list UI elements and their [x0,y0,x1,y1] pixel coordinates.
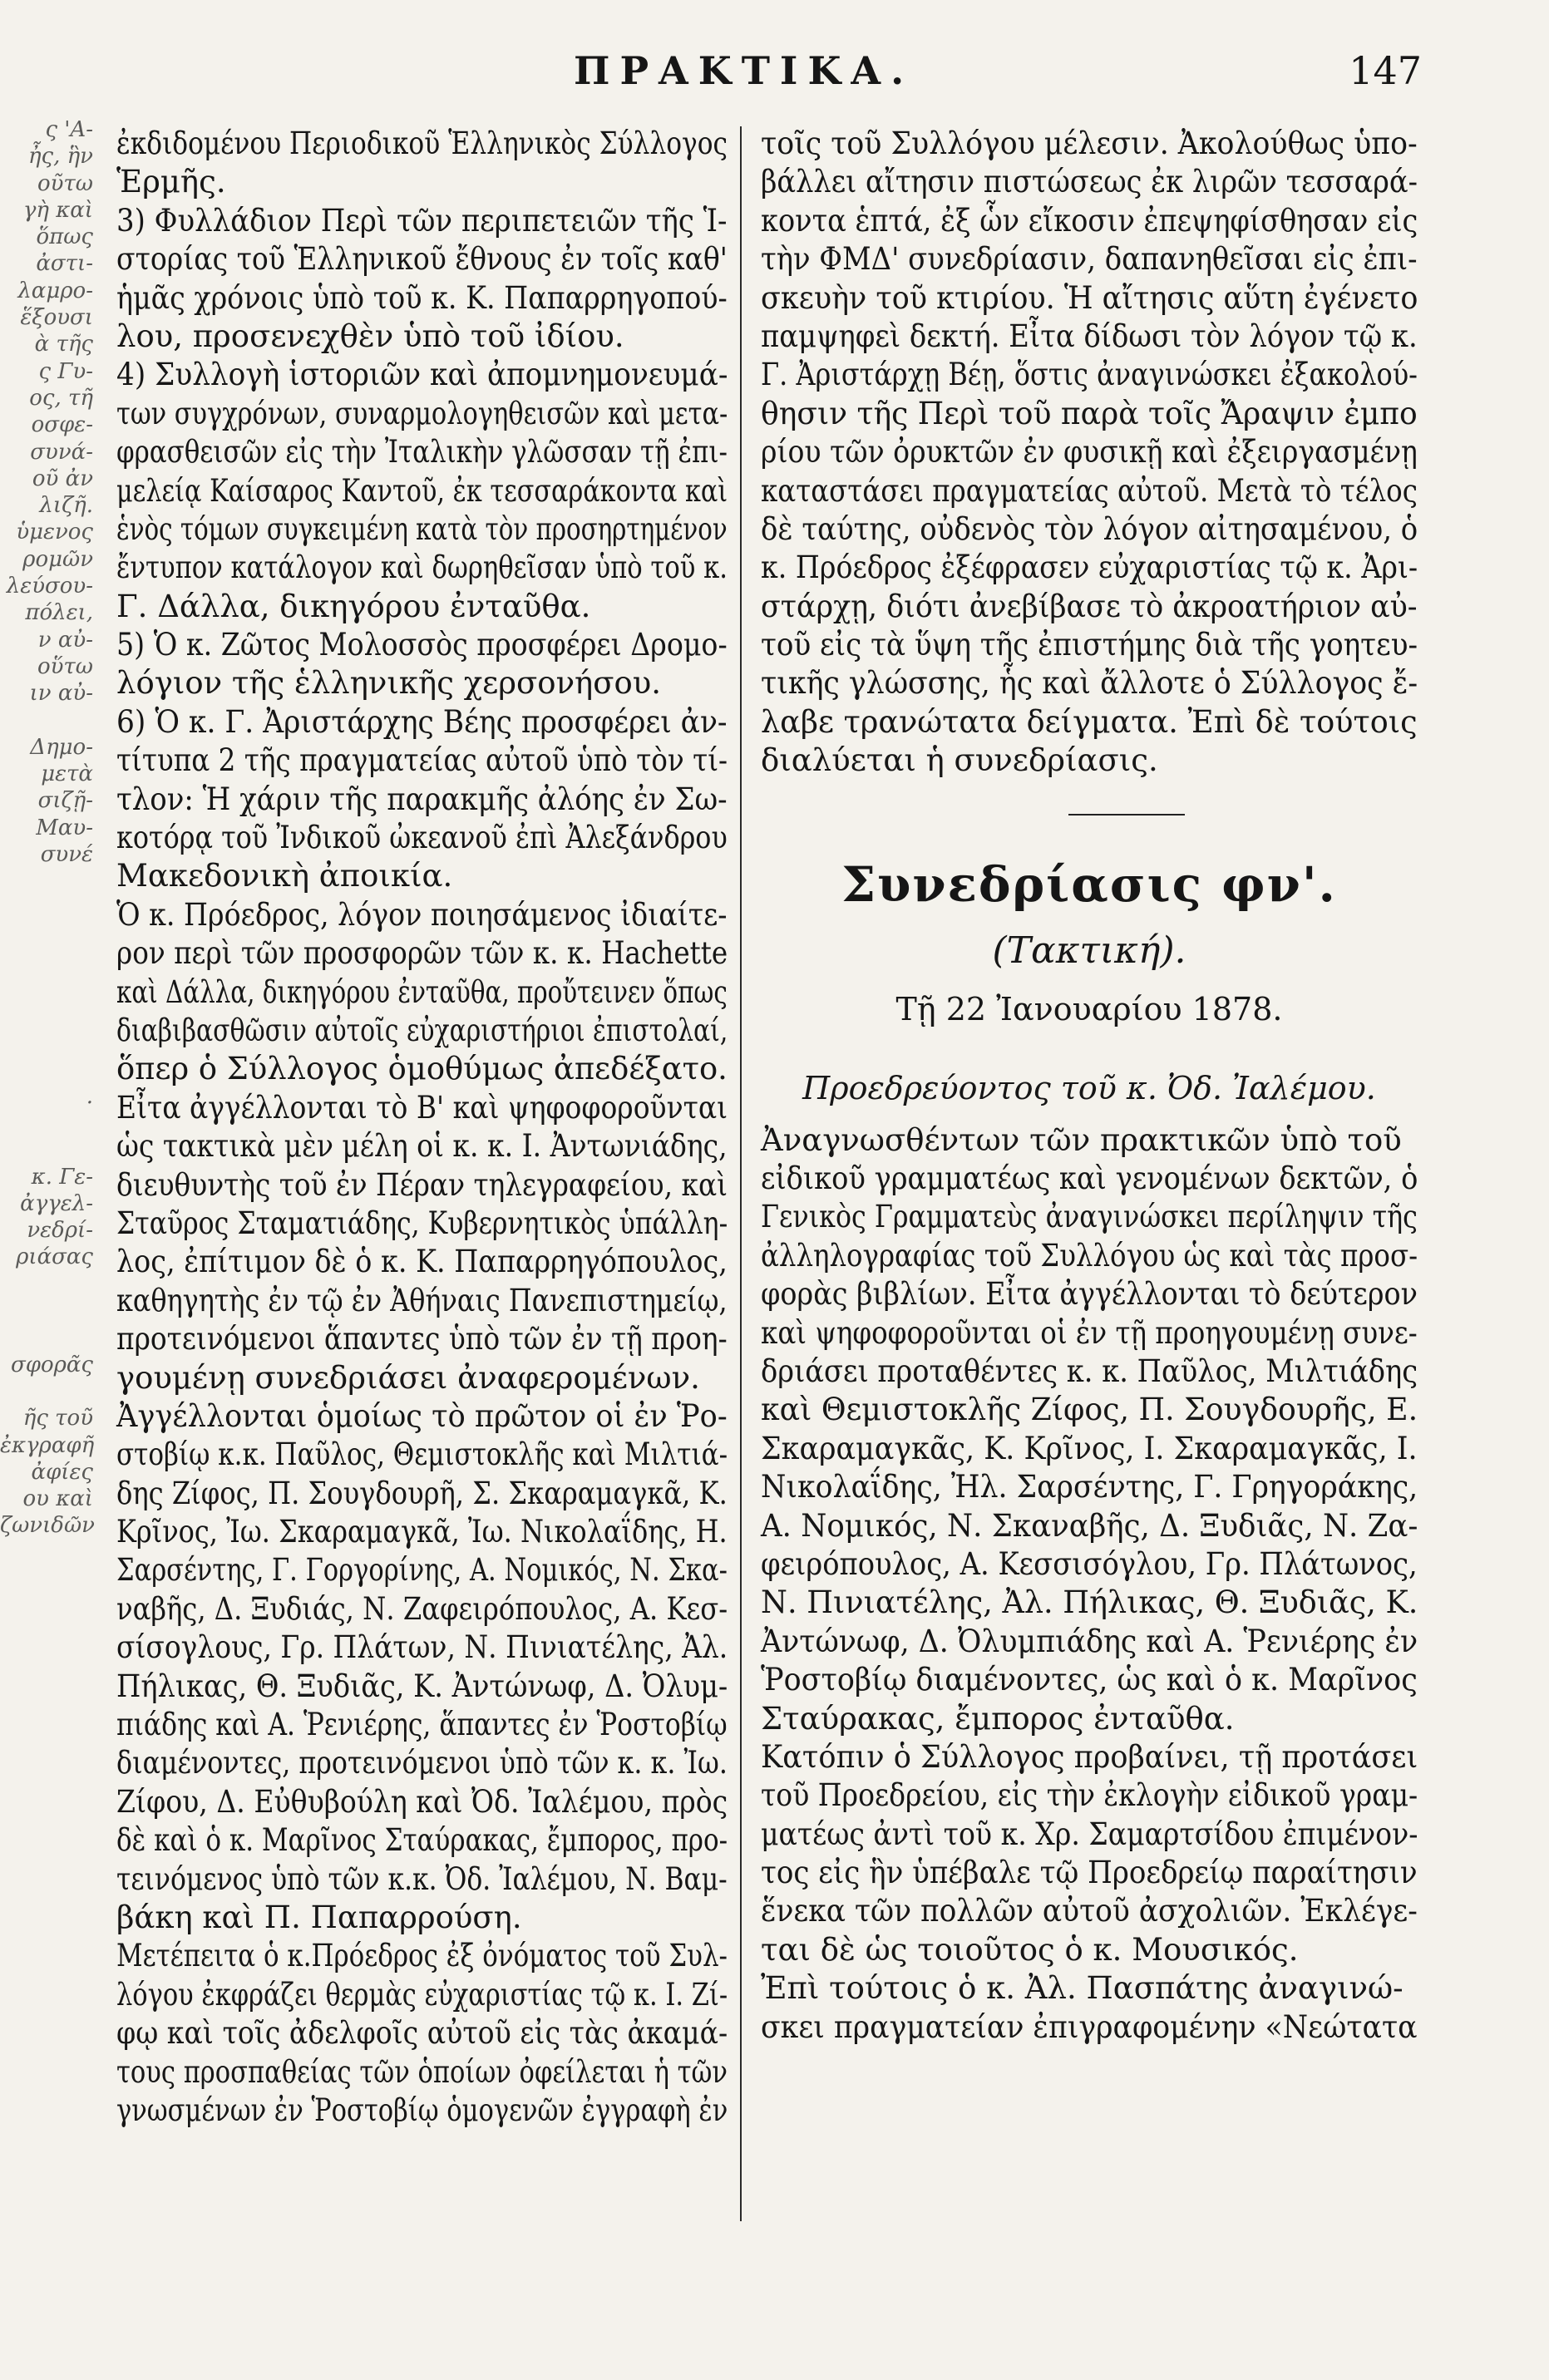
text-line: κ. Πρόεδρος ἐξέφρασεν εὐχαριστίας τῷ κ. Ἀρι- [761,549,1418,586]
text-line: σίσογλους, Γρ. Πλάτων, Ν. Πινιατέλης, Ἀλ. [116,1629,728,1666]
bleed-line [0,949,98,975]
text-line: Α. Νομικός, Ν. Σκαναβῆς, Δ. Ξυδιᾶς, Ν. Ζα- [761,1507,1418,1544]
bleed-line: ὰ τῆς [34,332,93,357]
text-line: κοντα ἑπτά, ἐξ ὧν εἴκοσιν ἐπεψηφίσθησαν εἰς [761,202,1418,239]
bleed-line: ος, τῆ [29,385,93,411]
text-line: Κρῖνος, Ἰω. Σκαραμαγκᾶ, Ἰω. Νικολαΐδης, Η. [116,1514,728,1550]
text-line: Πήλικας, Θ. Ξυδιᾶς, Κ. Ἀντώνωφ, Δ. Ὀλυμ- [116,1668,728,1704]
bleed-line: ν αὐ- [37,627,93,653]
session-heading: Συνεδρίασις φν'. [841,855,1337,913]
text-line: τεινόμενος ὑπὸ τῶν κ.κ. Ὀδ. Ἰαλέμου, Ν. Βαμ- [116,1860,728,1897]
bleed-line: συνέ [40,842,93,868]
text-line: δης Ζίφος, Π. Σουγδουρῆ, Σ. Σκαραμαγκᾶ, Κ. [116,1475,728,1511]
text-line: φορὰς βιβλίων. Εἶτα ἀγγέλλονται τὸ δεύτερον [761,1276,1418,1313]
text-line: ρίου τῶν ὀρυκτῶν ἐν φυσικῇ καὶ ἐξειργασμένῃ [761,434,1418,471]
right-column [761,125,1418,2047]
text-line: διαβιβασθῶσιν αὐτοῖς εὐχαριστήριοι ἐπιστολαί, [116,1012,728,1048]
bleed-line: ζωνιδῶν [0,1513,95,1539]
bleed-line: . [86,1083,93,1109]
bleed-line: Δημο- [30,734,93,760]
bleed-line [0,707,98,734]
bleed-line: ἀγγελ- [20,1190,93,1216]
text-line: 6) Ὁ κ. Γ. Ἀριστάρχης Βέης προσφέρει ἀν- [116,703,728,740]
text-line: λόγου ἐκφράζει θερμὰς εὐχαριστίας τῷ κ. Ι. Ζί- [116,1976,728,2013]
text-line: φρασθεισῶν εἰς τὴν Ἰταλικὴν γλῶσσαν τῇ ἐπι- [116,434,728,471]
text-line: Μετέπειτα ὁ κ.Πρόεδρος ἐξ ὀνόματος τοῦ Συλ- [116,1938,728,1974]
text-line: ρον περὶ τῶν προσφορῶν τῶν κ. κ. Hachette [116,935,728,972]
text-line: 4) Συλλογὴ ἱστοριῶν καὶ ἀπομνημονευμά- [116,357,728,393]
text-line: εἰδικοῦ γραμματέως καὶ γενομένων δεκτῶν, ὁ [761,1160,1418,1197]
text-line: Κατόπιν ὁ Σύλλογος προβαίνει, τῇ προτάσει [761,1738,1418,1775]
bleed-line [0,1056,98,1082]
text-line: Σταύρακας, ἔμπορος ἐνταῦθα. [761,1700,1235,1737]
bleed-line [0,1029,98,1056]
text-line: στάρχῃ, διότι ἀνεβίβασε τὸ ἀκροατήριον αὐ- [761,588,1418,624]
text-line: στορίας τοῦ Ἑλληνικοῦ ἔθνους ἐν τοῖς καθ' [116,241,728,278]
text-line: δὲ καὶ ὁ κ. Μαρῖνος Σταύρακας, ἔμπορος, προ- [116,1822,728,1859]
text-line: Ὁ κ. Πρόεδρος, λόγον ποιησάμενος ἰδιαίτε- [116,896,728,933]
text-line: ἕνεκα τῶν πολλῶν αὐτοῦ ἀσχολιῶν. Ἐκλέγε- [761,1893,1418,1929]
text-line: Ἀναγνωσθέντων τῶν πρακτικῶν ὑπὸ τοῦ [761,1121,1402,1158]
bleed-line [0,1136,98,1163]
text-line: καὶ ψηφοφοροῦνται οἱ ἐν τῇ προηγουμένῃ συνε- [761,1314,1418,1351]
text-line: τος εἰς ἣν ὑπέβαλε τῷ Προεδρείῳ παραίτησιν [761,1855,1418,1891]
text-line: ματέως ἀντὶ τοῦ κ. Χρ. Σαμαρτσίδου ἐπιμένον- [761,1816,1418,1852]
bleed-line: ὅπως [36,224,93,250]
bleed-line: ὑμενος [16,520,93,545]
bleed-line [0,1324,98,1351]
text-line: λόγιον τῆς ἑλληνικῆς χερσονήσου. [116,665,662,702]
column-rule [740,126,742,2221]
bleed-line: γὴ καὶ [22,197,93,223]
text-line: Σκαραμαγκᾶς, Κ. Κρῖνος, Ι. Σκαραμαγκᾶς, Ι. [761,1430,1418,1466]
bleed-line [0,868,98,894]
text-line: βάλλει αἴτησιν πιστώσεως ἐκ λιρῶν τεσσαρά- [761,164,1418,200]
page-number: 147 [1349,48,1422,93]
text-line: Γενικὸς Γραμματεὺς ἀναγινώσκει περίληψιν τῆς [761,1199,1418,1235]
text-line: Ἐπὶ τούτοις ὁ κ. Ἀλ. Πασπάτης ἀναγινώ- [761,1970,1403,2007]
text-line: ἀλληλογραφίας τοῦ Συλλόγου ὡς καὶ τὰς προσ- [761,1237,1418,1274]
session-type: (Τακτική). [992,929,1186,972]
session-date: Τῇ 22 Ἰανουαρίου 1878. [895,990,1283,1027]
bleed-line: ιν αὐ- [29,681,93,707]
bleed-line [0,1110,98,1136]
text-line: βάκη καὶ Π. Παπαρρούση. [116,1899,522,1935]
bleed-line [0,976,98,1003]
text-line: καὶ Θεμιστοκλῆς Ζίφος, Π. Σουγδουρῆς, Ε. [761,1392,1418,1428]
bleed-line: σφορᾶς [10,1352,93,1377]
text-line: ἑνὸς τόμων συγκειμένη κατὰ τὸν προσηρτημένον [116,510,728,547]
text-line: τικῆς γλώσσης, ἧς καὶ ἄλλοτε ὁ Σύλλογος ἔ- [761,665,1418,702]
bleed-line [0,1378,98,1405]
right-column-top-text [761,125,1418,781]
bleed-line: λεύσου- [6,574,93,599]
text-line: ἡμᾶς χρόνοις ὑπὸ τοῦ κ. Κ. Παπαρρηγοπού- [116,279,728,316]
facing-page-bleed [0,116,98,2228]
text-line: λου, προσενεχθὲν ὑπὸ τοῦ ἰδίου. [116,318,624,354]
text-line: σκει πραγματείαν ἐπιγραφομένην «Νεώτατα [761,2008,1418,2045]
text-line: ναβῆς, Δ. Ξυδιάς, Ν. Ζαφειρόπουλος, Α. Κεσ- [116,1590,728,1627]
bleed-line: λαμρο- [17,278,93,303]
text-line: Σταῦρος Σταματιάδης, Κυβερνητικὸς ὑπάλλη- [116,1205,728,1241]
text-line: Γ. Ἀριστάρχῃ Βέῃ, ὅστις ἀναγινώσκει ἐξακολού- [761,357,1418,393]
text-line: δριάσει προταθέντες κ. κ. Παῦλος, Μιλτιάδης [761,1353,1418,1389]
text-line: ται δὲ ὡς τοιοῦτος ὁ κ. Μουσικός. [761,1931,1299,1968]
bleed-line [0,1271,98,1298]
page-header [108,43,1422,101]
bleed-line: ς 'Α- [45,117,93,142]
text-line: γνωσμένων ἐν Ῥοστοβίῳ ὁμογενῶν ἐγγραφὴ ἐν [116,2092,728,2128]
bleed-line: οῦ ἀν [32,466,93,491]
bleed-line: πόλει, [25,600,93,626]
text-line: μελείᾳ Καίσαρος Καντοῦ, ἐκ τεσσαράκοντα καὶ [116,472,728,509]
text-line: τίτυπα 2 τῆς πραγματείας αὐτοῦ ὑπὸ τὸν τί- [116,742,728,779]
text-line: Ζίφου, Δ. Εὐθυβούλη καὶ Ὀδ. Ἰαλέμου, πρὸς [116,1783,728,1820]
text-line: καθηγητὴς ἐν τῷ ἐν Ἀθήναις Πανεπιστημείῳ, [116,1282,728,1318]
text-line: διαμένοντες, προτεινόμενοι ὑπὸ τῶν κ. κ. Ἰω. [116,1745,728,1781]
text-line: Εἶτα ἀγγέλλονται τὸ Β' καὶ ψηφοφοροῦνται [116,1089,728,1126]
text-line: λος, ἐπίτιμον δὲ ὁ κ. Κ. Παπαρρηγόπουλος, [116,1244,728,1280]
running-title: ΠΡΑΚΤΙΚΑ. [574,48,915,93]
section-divider-block [761,781,1418,847]
text-line: φῳ καὶ τοῖς ἀδελφοῖς αὐτοῦ εἰς τὰς ἀκαμά- [116,2015,728,2052]
bleed-line: οὕτω [37,653,93,679]
bleed-line: ἀστι- [36,251,93,277]
bleed-line: ἐκγραφῆ [0,1432,95,1458]
text-line: Νικολαΐδης, Ἠλ. Σαρσέντης, Γ. Γρηγοράκης, [761,1469,1418,1505]
bleed-line [0,922,98,949]
bleed-line: ου καὶ [22,1486,93,1512]
bleed-line: οσφε- [31,412,93,438]
bleed-line: ριάσας [16,1244,93,1270]
text-line: Μακεδονικὴ ἀποικία. [116,858,453,894]
bleed-line: συνά- [30,439,93,465]
text-line: παμψηφεὶ δεκτή. Εἶτα δίδωσι τὸν λόγον τῷ κ. [761,318,1418,354]
text-line: Ἀγγέλλονται ὁμοίως τὸ πρῶτον οἱ ἐν Ῥο- [116,1397,728,1434]
text-line: τὴν ΦΜΔ' συνεδρίασιν, δαπανηθεῖσαι εἰς ἐπι- [761,241,1418,278]
text-line: προτεινόμενοι ἅπαντες ὑπὸ τῶν ἐν τῇ προη- [116,1321,728,1358]
bleed-line: ῆς τοῦ [22,1406,93,1431]
text-line: πιάδης καὶ Α. Ῥενιέρης, ἅπαντες ἐν Ῥοστοβίῳ [116,1707,728,1743]
text-line: ἐκδιδομένου Περιοδικοῦ Ἑλληνικὸς Σύλλογος [116,126,728,161]
text-line: ἔντυπον κατάλογον καὶ δωρηθεῖσαν ὑπὸ τοῦ κ. [116,549,728,586]
text-line: τοῖς τοῦ Συλλόγου μέλεσιν. Ἀκολούθως ὑπο- [761,126,1418,161]
bleed-line [0,1003,98,1029]
bleed-line [0,895,98,922]
text-line: σκευὴν τοῦ κτιρίου. Ἡ αἴτησις αὕτη ἐγένετο [761,279,1418,316]
text-line: δὲ ταύτης, οὐδενὸς τὸν λόγον αἰτησαμένου, ὁ [761,510,1418,547]
text-line: διευθυντὴς τοῦ ἐν Πέραν τηλεγραφείου, καὶ [116,1166,728,1203]
right-column-bottom-text [761,1121,1418,2047]
bleed-line: ἀφίες [31,1459,93,1485]
text-line: φειρόπουλος, Α. Κεσσισόγλου, Γρ. Πλάτωνος, [761,1545,1418,1582]
section-divider [1068,814,1185,816]
text-line: τλον: Ἡ χάριν τῆς παρακμῆς ἀλόης ἐν Σω- [116,781,728,817]
text-line: Γ. Δάλλα, δικηγόρου ἐνταῦθα. [116,588,591,624]
bleed-line: Μαυ- [36,815,93,840]
text-line: καταστάσει πραγματείας αὐτοῦ. Μετὰ τὸ τέλος [761,472,1418,509]
text-line: λαβε τρανώτατα δείγματα. Ἐπὶ δὲ τούτοις [761,703,1418,740]
text-line: Ἀντώνωφ, Δ. Ὀλυμπιάδης καὶ Α. Ῥενιέρης ἐν [761,1623,1418,1659]
text-line: στοβίῳ κ.κ. Παῦλος, Θεμιστοκλῆς καὶ Μιλτιά- [116,1436,728,1473]
text-line: Ν. Πινιατέλης, Ἀλ. Πήλικας, Θ. Ξυδιᾶς, Κ. [761,1584,1418,1621]
bleed-line: ς Γυ- [38,358,93,384]
text-line: Σαρσέντης, Γ. Γοργορίνης, Α. Νομικός, Ν. Σκα- [116,1552,728,1589]
text-line: 5) Ὁ κ. Ζῶτος Μολοσσὸς προσφέρει Δρομο- [116,627,728,663]
bleed-line: λιζῆ. [39,493,93,519]
left-column [116,125,728,2130]
text-line: τοῦ Προεδρείου, εἰς τὴν ἐκλογὴν εἰδικοῦ γραμ- [761,1777,1418,1814]
bleed-line: οῦτω [37,170,93,196]
bleed-line: νεδρί- [27,1218,93,1244]
session-chair: Προεδρεύοντος τοῦ κ. Ὀδ. Ἰαλέμου. [802,1069,1376,1106]
text-line: κοτόρᾳ τοῦ Ἰνδικοῦ ὠκεανοῦ ἐπὶ Ἀλεξάνδρου [116,820,728,856]
text-line: τους προσπαθείας τῶν ὁποίων ὀφείλεται ἡ τῶν [116,2053,728,2090]
bleed-line: σιζῇ- [37,788,93,814]
bleed-line [0,1298,98,1324]
bleed-line: μετὰ [41,761,93,787]
bleed-line: ἦς, ἣν [27,144,93,170]
text-line: ὡς τακτικὰ μὲν μέλη οἱ κ. κ. Ι. Ἀντωνιάδης, [116,1128,728,1165]
text-line: τοῦ εἰς τὰ ὕψη τῆς ἐπιστήμης διὰ τῆς γοητευ- [761,627,1418,663]
bleed-line: ρομῶν [22,546,93,572]
text-line: Ἑρμῆς. [116,164,226,200]
text-line: Ῥοστοβίῳ διαμένοντες, ὡς καὶ ὁ κ. Μαρῖνος [761,1662,1418,1698]
text-line: διαλύεται ἡ συνεδρίασις. [761,742,1158,779]
bleed-line: κ. Γε- [31,1164,93,1190]
text-line: καὶ Δάλλα, δικηγόρου ἐνταῦθα, προὔτεινεν ὅπως [116,973,728,1010]
text-line: γουμένῃ συνεδριάσει ἀναφερομένων. [116,1359,700,1396]
text-line: 3) Φυλλάδιον Περὶ τῶν περιπετειῶν τῆς Ἱ- [116,202,728,239]
text-line: ὅπερ ὁ Σύλλογος ὁμοθύμως ἀπεδέξατο. [116,1051,728,1087]
text-line: θησιν τῆς Περὶ τοῦ παρὰ τοῖς Ἄραψιν ἐμπο [761,395,1418,431]
text-line: των συγχρόνων, συναρμολογηθεισῶν καὶ μετα- [116,395,728,431]
bleed-line: ἕξουσι [20,305,93,331]
